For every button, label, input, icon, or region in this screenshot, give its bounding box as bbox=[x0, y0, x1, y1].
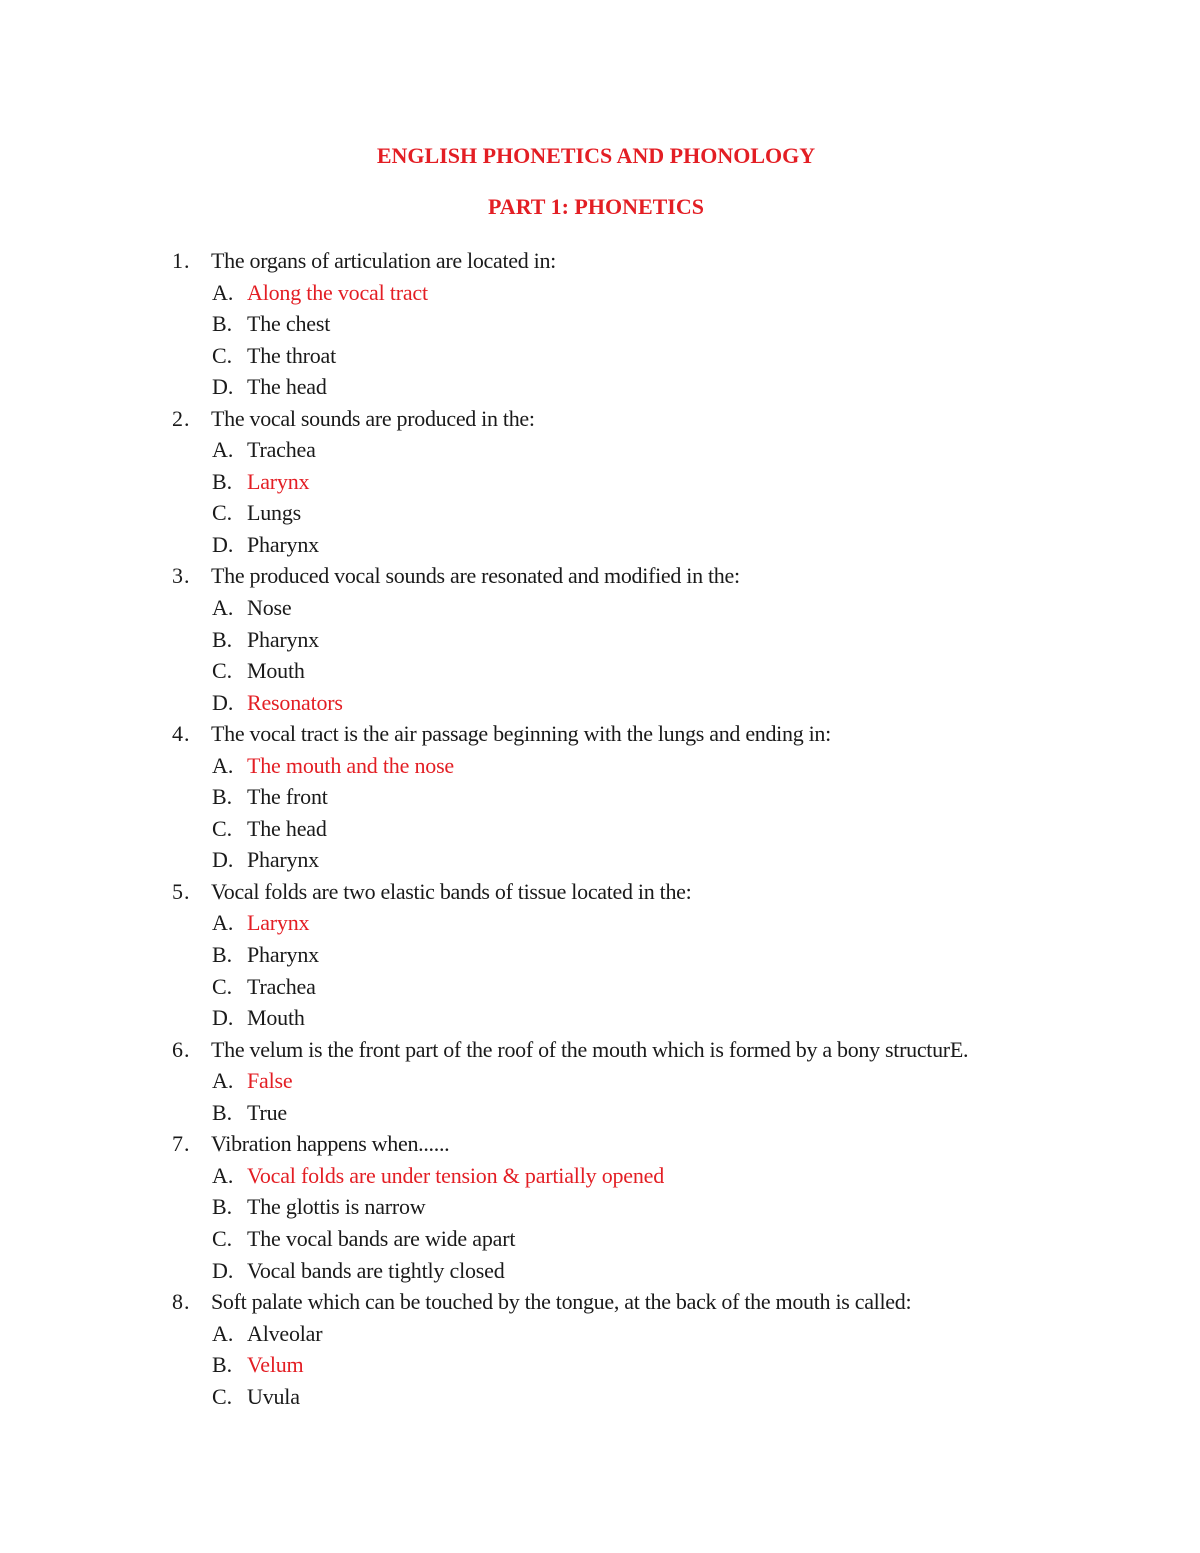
answer-option-correct bbox=[172, 687, 1172, 719]
answer-option bbox=[172, 971, 1172, 1003]
question-text: The produced vocal sounds are resonated and modified in the: bbox=[211, 563, 740, 589]
option-text: Nose bbox=[247, 595, 292, 621]
question-text: Vocal folds are two elastic bands of tissue located in the: bbox=[211, 878, 692, 904]
question-text: The vocal tract is the air passage beginning with the lungs and ending in: bbox=[211, 721, 831, 747]
question-text: Vibration happens when...... bbox=[211, 1131, 450, 1157]
answer-option bbox=[172, 781, 1172, 813]
option-text: Resonators bbox=[247, 689, 343, 715]
question-item bbox=[172, 876, 1172, 908]
option-text: Trachea bbox=[247, 973, 316, 999]
option-text: Along the vocal tract bbox=[247, 279, 428, 305]
question-number: 1. bbox=[172, 248, 191, 273]
question-item bbox=[172, 403, 1172, 435]
option-letter: B. bbox=[212, 626, 233, 652]
question-number: 8. bbox=[172, 1289, 191, 1315]
answer-option-correct bbox=[172, 1160, 1172, 1192]
question-text: The organs of articulation are located in: bbox=[211, 248, 556, 273]
option-letter: C. bbox=[212, 658, 233, 684]
option-letter: A. bbox=[212, 1320, 234, 1346]
question-text: The velum is the front part of the roof of the mouth which is formed by a bony structurE. bbox=[211, 1036, 969, 1062]
option-letter: A. bbox=[212, 752, 234, 778]
answer-option-correct bbox=[172, 1349, 1172, 1381]
option-text: The front bbox=[247, 784, 328, 810]
option-letter: D. bbox=[212, 1257, 234, 1283]
option-text: Pharynx bbox=[247, 531, 319, 557]
option-text: Trachea bbox=[247, 437, 316, 463]
option-letter: C. bbox=[212, 1225, 233, 1251]
answer-option bbox=[172, 655, 1172, 687]
option-letter: C. bbox=[212, 500, 233, 526]
option-letter: D. bbox=[212, 1005, 234, 1031]
option-text: Lungs bbox=[247, 500, 302, 526]
option-text: The head bbox=[247, 815, 327, 841]
answer-option bbox=[172, 1318, 1172, 1350]
answer-option bbox=[172, 844, 1172, 876]
option-text: False bbox=[247, 1068, 293, 1094]
question-item bbox=[172, 245, 1172, 277]
question-number: 4. bbox=[172, 721, 191, 747]
option-letter: B. bbox=[212, 1099, 233, 1125]
option-letter: A. bbox=[212, 595, 234, 621]
question-list bbox=[172, 245, 1172, 1412]
option-letter: B. bbox=[212, 1352, 233, 1378]
answer-option bbox=[172, 813, 1172, 845]
answer-option-correct bbox=[172, 1065, 1172, 1097]
option-text: The throat bbox=[247, 342, 337, 368]
option-text: The head bbox=[247, 374, 327, 400]
option-text: Pharynx bbox=[247, 847, 319, 873]
option-letter: D. bbox=[212, 374, 234, 400]
option-letter: B. bbox=[212, 942, 233, 968]
answer-option bbox=[172, 1191, 1172, 1223]
answer-option-correct bbox=[172, 277, 1172, 309]
option-letter: A. bbox=[212, 1068, 234, 1094]
option-text: Alveolar bbox=[247, 1320, 323, 1346]
option-letter: C. bbox=[212, 973, 233, 999]
option-text: Mouth bbox=[247, 1005, 305, 1031]
option-letter: B. bbox=[212, 784, 233, 810]
option-letter: B. bbox=[212, 468, 233, 494]
option-text: Pharynx bbox=[247, 626, 319, 652]
option-text: Pharynx bbox=[247, 942, 319, 968]
option-letter: C. bbox=[212, 815, 233, 841]
answer-option-correct bbox=[172, 466, 1172, 498]
question-item bbox=[172, 1034, 1172, 1066]
answer-option bbox=[172, 939, 1172, 971]
answer-option bbox=[172, 1223, 1172, 1255]
option-letter: D. bbox=[212, 847, 234, 873]
option-text: Larynx bbox=[247, 910, 310, 936]
question-text: The vocal sounds are produced in the: bbox=[211, 405, 535, 431]
option-text: Mouth bbox=[247, 658, 305, 684]
answer-option bbox=[172, 592, 1172, 624]
question-item bbox=[172, 560, 1172, 592]
answer-option bbox=[172, 371, 1172, 403]
question-item bbox=[172, 1128, 1172, 1160]
answer-option bbox=[172, 1002, 1172, 1034]
option-text: The glottis is narrow bbox=[247, 1194, 426, 1220]
option-text: Vocal bands are tightly closed bbox=[247, 1257, 505, 1283]
question-number: 5. bbox=[172, 878, 191, 904]
option-letter: B. bbox=[212, 311, 233, 337]
answer-option bbox=[172, 308, 1172, 340]
option-letter: B. bbox=[212, 1194, 233, 1220]
option-text: Velum bbox=[247, 1352, 304, 1378]
question-item bbox=[172, 718, 1172, 750]
question-text: Soft palate which can be touched by the tongue, at the back of the mouth is called: bbox=[211, 1289, 912, 1315]
question-number: 2. bbox=[172, 405, 191, 431]
option-letter: A. bbox=[212, 910, 234, 936]
answer-option bbox=[172, 1097, 1172, 1129]
question-number: 7. bbox=[172, 1131, 191, 1157]
option-text: True bbox=[247, 1099, 287, 1125]
question-number: 6. bbox=[172, 1036, 191, 1062]
option-letter: D. bbox=[212, 531, 234, 557]
option-letter: A. bbox=[212, 1162, 234, 1188]
part-title: PART 1: PHONETICS bbox=[488, 194, 704, 219]
answer-option bbox=[172, 497, 1172, 529]
answer-option bbox=[172, 434, 1172, 466]
option-letter: D. bbox=[212, 689, 234, 715]
question-item bbox=[172, 1286, 1172, 1318]
answer-option-correct bbox=[172, 907, 1172, 939]
option-letter: C. bbox=[212, 342, 233, 368]
answer-option bbox=[172, 1381, 1172, 1413]
answer-option bbox=[172, 624, 1172, 656]
option-text: The mouth and the nose bbox=[247, 752, 454, 778]
option-text: Uvula bbox=[247, 1383, 300, 1409]
option-text: The chest bbox=[247, 311, 331, 337]
answer-option bbox=[172, 529, 1172, 561]
option-text: Vocal folds are under tension & partially opened bbox=[247, 1162, 665, 1188]
option-text: Larynx bbox=[247, 468, 310, 494]
question-number: 3. bbox=[172, 563, 191, 589]
option-letter: C. bbox=[212, 1383, 233, 1409]
option-letter: A. bbox=[212, 437, 234, 463]
answer-option bbox=[172, 1255, 1172, 1287]
option-letter: A. bbox=[212, 279, 234, 305]
option-text: The vocal bands are wide apart bbox=[247, 1225, 516, 1251]
answer-option-correct bbox=[172, 750, 1172, 782]
document-title: ENGLISH PHONETICS AND PHONOLOGY bbox=[376, 143, 816, 168]
answer-option bbox=[172, 340, 1172, 372]
